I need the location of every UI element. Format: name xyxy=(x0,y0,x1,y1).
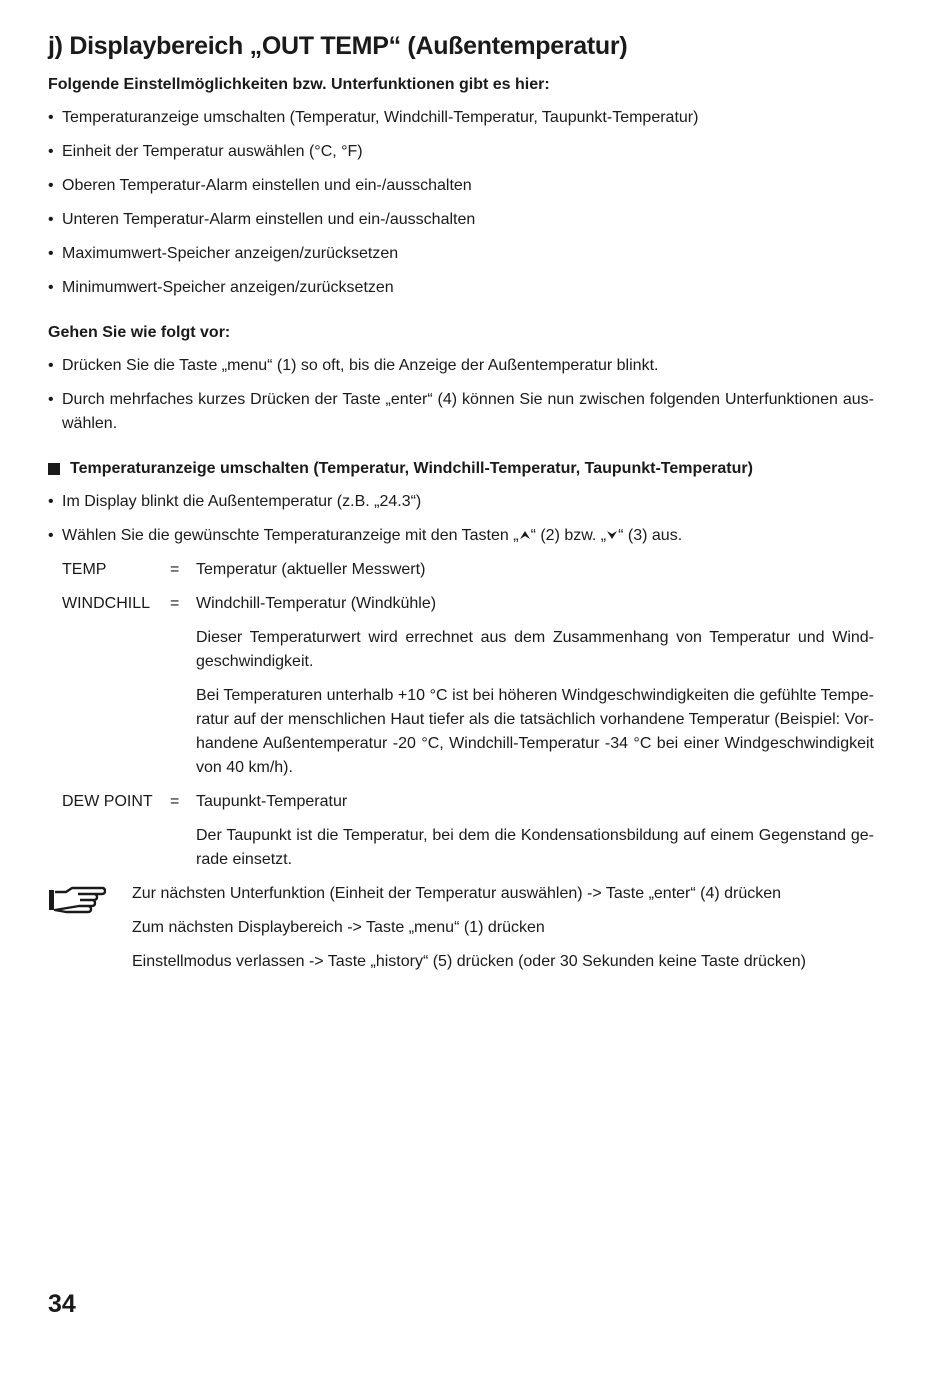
note-box xyxy=(48,882,874,984)
list-item: • Unteren Temperatur-Alarm einstellen und ein-/ausschalten xyxy=(48,208,874,232)
list-item: • Drücken Sie die Taste „menu“ (1) so oft, bis die Anzeige der Außentemperatur blinkt. xyxy=(48,354,874,378)
step-text: “ (2) bzw. „ xyxy=(530,527,607,544)
definition-paragraph: Der Taupunkt ist die Temperatur, bei dem die Kondensationsbildung auf einem Gegenstand gerade einsetzt. xyxy=(196,827,874,868)
definition-term: DEW POINT xyxy=(62,793,153,810)
definition-row xyxy=(62,592,874,616)
arrow-down-icon xyxy=(606,527,618,544)
subsection-title: Temperaturanzeige umschalten (Temperatur, Windchill-Temperatur, Taupunkt-Temperatur) xyxy=(70,460,753,477)
note-item: Zur nächsten Unterfunktion (Einheit der Temperatur auswählen) -> Taste „enter“ (4) drücken xyxy=(132,885,782,902)
definition-row xyxy=(62,790,874,814)
options-intro: Folgende Einstellmöglichkeiten bzw. Unterfunktionen gibt es hier: xyxy=(48,76,550,93)
list-item: • Minimumwert-Speicher anzeigen/zurücksetzen xyxy=(48,276,874,300)
page-number: 34 xyxy=(48,1290,76,1318)
note-item: Zum nächsten Displaybereich -> Taste „menu“ (1) drücken xyxy=(132,919,545,936)
definition-table xyxy=(62,558,874,616)
subsection-heading xyxy=(48,458,874,480)
black-square-icon xyxy=(48,463,60,475)
list-item: • Im Display blinkt die Außentemperatur (z.B. „24.3“) xyxy=(48,490,874,514)
definition-term: TEMP xyxy=(62,561,107,578)
list-item: • Temperaturanzeige umschalten (Temperatur, Windchill-Temperatur, Taupunkt-Temperatur) xyxy=(48,106,874,130)
list-item: • Oberen Temperatur-Alarm einstellen und ein-/ausschalten xyxy=(48,174,874,198)
definition-equals: = xyxy=(170,595,180,612)
definition-value: Taupunkt-Temperatur xyxy=(196,793,348,810)
procedure-list xyxy=(48,354,874,436)
definition-term: WINDCHILL xyxy=(62,595,151,612)
step-text: Wählen Sie die gewünschte Temperaturanzeige mit den Tasten „ xyxy=(62,527,519,544)
list-item: • Maximumwert-Speicher anzeigen/zurücksetzen xyxy=(48,242,874,266)
manual-page xyxy=(48,30,874,984)
arrow-up-icon xyxy=(519,527,531,544)
pointing-hand-icon xyxy=(48,882,132,984)
definition-value: Windchill-Temperatur (Windkühle) xyxy=(196,595,437,612)
steps-list xyxy=(48,490,874,548)
note-item: Einstellmodus verlassen -> Taste „history“ (5) drücken (oder 30 Sekunden keine Taste drücken) xyxy=(132,953,806,970)
definition-table xyxy=(62,790,874,814)
procedure-intro: Gehen Sie wie folgt vor: xyxy=(48,324,231,341)
definition-paragraph: Dieser Temperaturwert wird errechnet aus dem Zusammenhang von Temperatur und Windgeschwindigkeit. xyxy=(196,629,874,670)
step-text: “ (3) aus. xyxy=(618,527,683,544)
definition-value: Temperatur (aktueller Messwert) xyxy=(196,561,426,578)
list-item xyxy=(48,524,874,548)
definition-equals: = xyxy=(170,561,180,578)
section-heading: j) Displaybereich „OUT TEMP“ (Außentemperatur) xyxy=(48,32,628,60)
definition-equals: = xyxy=(170,793,180,810)
list-item: • Einheit der Temperatur auswählen (°C, °F) xyxy=(48,140,874,164)
definition-paragraph: Bei Temperaturen unterhalb +10 °C ist bei höheren Windgeschwindigkeiten die gefühlte Temperatur auf der menschlichen Haut tiefer als die tatsächlich vorhandene Temperatur (Beispiel: Vorhandene Außentemperatur -20 °C, Windchill-Temperatur -34 °C bei einer Windgeschwindigkeit von 40 km/h). xyxy=(196,687,874,776)
note-list xyxy=(132,882,874,984)
definition-row xyxy=(62,558,874,582)
list-item: • Durch mehrfaches kurzes Drücken der Taste „enter“ (4) können Sie nun zwischen folgenden Unterfunktionen auswählen. xyxy=(48,388,874,436)
options-list xyxy=(48,106,874,300)
